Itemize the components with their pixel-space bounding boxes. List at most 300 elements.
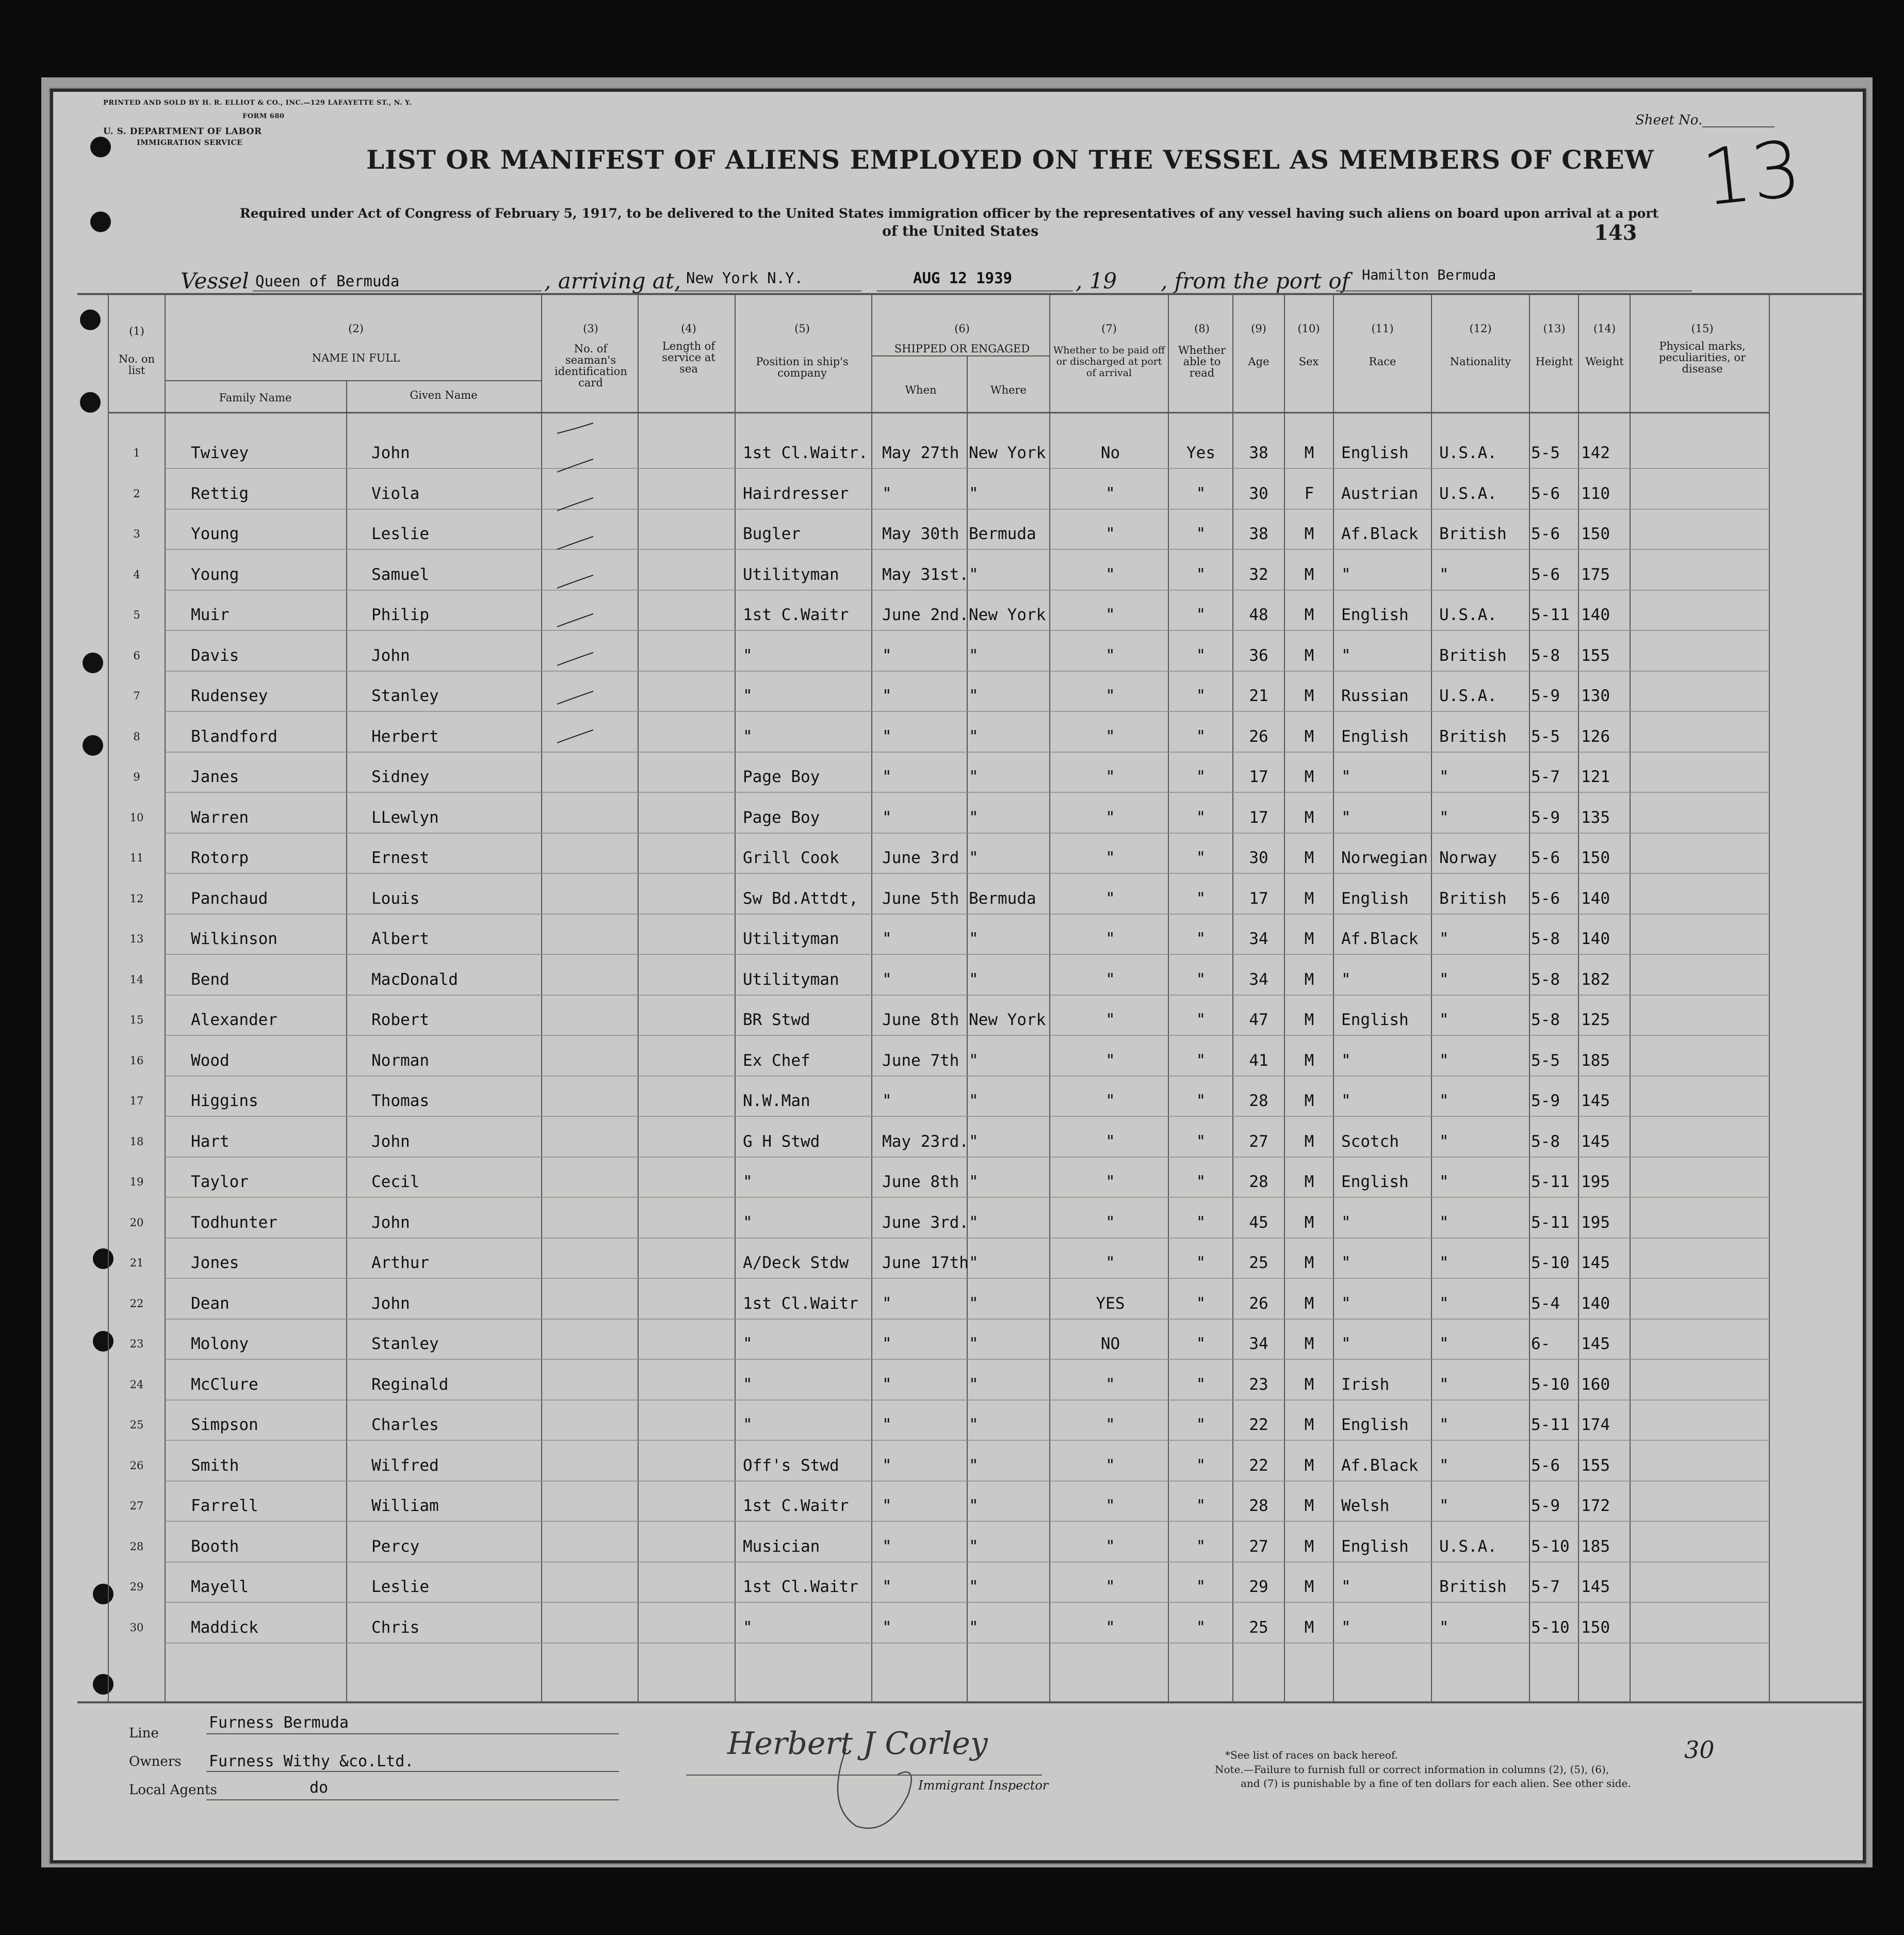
paid-off-cell: " bbox=[1105, 889, 1115, 908]
race-cell: English bbox=[1341, 606, 1409, 624]
nationality-cell: U.S.A. bbox=[1439, 1537, 1497, 1556]
weight-cell: 140 bbox=[1581, 606, 1610, 624]
subtitle-line-2: of the United States bbox=[882, 223, 1039, 239]
age-cell: 27 bbox=[1249, 1132, 1268, 1151]
given-name-cell: Chris bbox=[371, 1618, 420, 1637]
age-cell: 25 bbox=[1249, 1618, 1268, 1637]
nationality-cell: U.S.A. bbox=[1439, 484, 1497, 503]
height-cell: 5-10 bbox=[1531, 1375, 1570, 1394]
line-label: Line bbox=[129, 1726, 159, 1741]
row-number-cell: 15 bbox=[129, 1014, 144, 1026]
nationality-cell: U.S.A. bbox=[1439, 444, 1497, 462]
family-name-cell: Janes bbox=[191, 768, 239, 786]
arriving-port: New York N.Y. bbox=[686, 269, 803, 287]
nationality-cell: " bbox=[1439, 768, 1449, 786]
paid-off-cell: " bbox=[1105, 970, 1115, 989]
page-number: 143 bbox=[1594, 221, 1637, 245]
weight-cell: 150 bbox=[1581, 525, 1610, 543]
height-cell: 5-6 bbox=[1531, 849, 1560, 867]
row-number-cell: 19 bbox=[129, 1176, 144, 1188]
paid-off-cell: " bbox=[1105, 727, 1115, 746]
family-name-cell: Rudensey bbox=[191, 687, 268, 705]
col-14-label: Weight bbox=[1585, 355, 1624, 368]
form-number: FORM 680 bbox=[242, 112, 285, 120]
weight-cell: 145 bbox=[1581, 1092, 1610, 1110]
age-cell: 47 bbox=[1249, 1011, 1268, 1029]
shipped-when-cell: " bbox=[882, 768, 892, 786]
shipped-where-cell: " bbox=[969, 768, 979, 786]
col-6-label: SHIPPED OR ENGAGED bbox=[894, 343, 1030, 355]
given-name-cell: Stanley bbox=[371, 687, 439, 705]
sex-cell: M bbox=[1304, 970, 1314, 989]
family-name-cell: Todhunter bbox=[191, 1213, 278, 1232]
able-to-read-cell: " bbox=[1196, 889, 1206, 908]
shipped-where-cell: " bbox=[969, 849, 979, 867]
nationality-cell: " bbox=[1439, 1416, 1449, 1434]
given-name-cell: Leslie bbox=[371, 525, 429, 543]
col-9-label: Age bbox=[1248, 355, 1270, 368]
age-cell: 17 bbox=[1249, 768, 1268, 786]
age-cell: 30 bbox=[1249, 849, 1268, 867]
family-name-cell: Smith bbox=[191, 1456, 239, 1475]
height-cell: 5-8 bbox=[1531, 646, 1560, 665]
race-cell: English bbox=[1341, 889, 1409, 908]
row-number-cell: 27 bbox=[129, 1500, 144, 1512]
nationality-cell: British bbox=[1439, 1578, 1507, 1596]
shipped-when-cell: May 27th bbox=[882, 444, 959, 462]
shipped-where-cell: " bbox=[969, 565, 979, 584]
vessel-line bbox=[253, 290, 542, 291]
col-10-number: (10) bbox=[1297, 322, 1320, 335]
able-to-read-cell: " bbox=[1196, 1618, 1206, 1637]
col-3-number: (3) bbox=[583, 322, 598, 335]
row-number-cell: 4 bbox=[133, 568, 140, 581]
position-cell: N.W.Man bbox=[743, 1092, 810, 1110]
height-cell: 5-6 bbox=[1531, 1456, 1560, 1475]
row-number-cell: 18 bbox=[129, 1135, 144, 1148]
height-cell: 5-5 bbox=[1531, 1051, 1560, 1070]
col-1-label: No. on list bbox=[118, 353, 155, 377]
col-5-label: Position in ship's company bbox=[756, 355, 849, 379]
sex-cell: M bbox=[1304, 1497, 1314, 1515]
height-cell: 6- bbox=[1531, 1335, 1551, 1353]
row-number-cell: 12 bbox=[129, 892, 144, 905]
row-number-cell: 14 bbox=[129, 973, 144, 986]
shipped-where-cell: " bbox=[969, 646, 979, 665]
sex-cell: M bbox=[1304, 1011, 1314, 1029]
shipped-when-cell: June 3rd bbox=[882, 849, 959, 867]
race-cell: " bbox=[1341, 1213, 1351, 1232]
sex-cell: M bbox=[1304, 606, 1314, 624]
signature-rule bbox=[686, 1775, 1042, 1776]
age-cell: 32 bbox=[1249, 565, 1268, 584]
family-name-cell: Panchaud bbox=[191, 889, 268, 908]
row-number-cell: 5 bbox=[133, 609, 140, 621]
alien-count: 30 bbox=[1684, 1736, 1715, 1764]
row-number-cell: 26 bbox=[129, 1459, 144, 1472]
shipped-when-cell: June 3rd. bbox=[882, 1213, 969, 1232]
shipped-where-cell: " bbox=[969, 1294, 979, 1313]
owners-value: Furness Withy &co.Ltd. bbox=[209, 1752, 414, 1770]
shipped-where-cell: " bbox=[969, 808, 979, 827]
given-name-cell: John bbox=[371, 1132, 410, 1151]
age-cell: 41 bbox=[1249, 1051, 1268, 1070]
col-15-label: Physical marks, peculiarities, or disease bbox=[1658, 340, 1746, 375]
given-name-cell: Leslie bbox=[371, 1578, 429, 1596]
line-rule bbox=[206, 1733, 619, 1734]
shipped-when-cell: June 8th bbox=[882, 1173, 959, 1191]
given-name-cell: Louis bbox=[371, 889, 420, 908]
row-number-cell: 30 bbox=[129, 1621, 144, 1634]
age-cell: 21 bbox=[1249, 687, 1268, 705]
nationality-cell: U.S.A. bbox=[1439, 687, 1497, 705]
shipped-where-cell: " bbox=[969, 930, 979, 948]
paid-off-cell: " bbox=[1105, 1578, 1115, 1596]
shipped-where-cell: " bbox=[969, 1132, 979, 1151]
nationality-cell: " bbox=[1439, 930, 1449, 948]
race-cell: English bbox=[1341, 727, 1409, 746]
weight-cell: 140 bbox=[1581, 930, 1610, 948]
nationality-cell: " bbox=[1439, 1213, 1449, 1232]
from-port: Hamilton Bermuda bbox=[1362, 267, 1496, 283]
family-name-cell: Mayell bbox=[191, 1578, 249, 1596]
family-name-cell: Higgins bbox=[191, 1092, 258, 1110]
family-name-cell: Rotorp bbox=[191, 849, 249, 867]
shipped-where-cell: New York bbox=[969, 1011, 1046, 1029]
age-cell: 22 bbox=[1249, 1416, 1268, 1434]
position-cell: Sw Bd.Attdt, bbox=[743, 889, 858, 908]
paid-off-cell: " bbox=[1105, 525, 1115, 543]
race-cell: " bbox=[1341, 768, 1351, 786]
sex-cell: M bbox=[1304, 1537, 1314, 1556]
age-cell: 36 bbox=[1249, 646, 1268, 665]
paid-off-cell: " bbox=[1105, 687, 1115, 705]
paid-off-cell: " bbox=[1105, 1537, 1115, 1556]
race-cell: Irish bbox=[1341, 1375, 1390, 1394]
height-cell: 5-8 bbox=[1531, 1011, 1560, 1029]
race-cell: Af.Black bbox=[1341, 930, 1419, 948]
given-name-cell: MacDonald bbox=[371, 970, 458, 989]
nationality-cell: British bbox=[1439, 525, 1507, 543]
family-name-cell: Wood bbox=[191, 1051, 230, 1070]
position-cell: " bbox=[743, 687, 753, 705]
nationality-cell: British bbox=[1439, 889, 1507, 908]
given-name-cell: Stanley bbox=[371, 1335, 439, 1353]
col-8-number: (8) bbox=[1194, 322, 1210, 335]
weight-cell: 185 bbox=[1581, 1051, 1610, 1070]
height-cell: 5-11 bbox=[1531, 606, 1570, 624]
vessel-name: Queen of Bermuda bbox=[255, 272, 400, 290]
weight-cell: 175 bbox=[1581, 565, 1610, 584]
age-cell: 23 bbox=[1249, 1375, 1268, 1394]
shipped-when-cell: June 7th bbox=[882, 1051, 959, 1070]
able-to-read-cell: " bbox=[1196, 1254, 1206, 1272]
weight-cell: 140 bbox=[1581, 1294, 1610, 1313]
given-name-cell: Reginald bbox=[371, 1375, 449, 1394]
shipped-when-cell: June 17th bbox=[882, 1254, 969, 1272]
sex-cell: M bbox=[1304, 768, 1314, 786]
height-cell: 5-9 bbox=[1531, 687, 1560, 705]
paid-off-cell: " bbox=[1105, 1254, 1115, 1272]
family-name-header: Family Name bbox=[219, 392, 292, 404]
shipped-where-cell: " bbox=[969, 727, 979, 746]
row-number-cell: 8 bbox=[133, 730, 140, 743]
sex-cell: M bbox=[1304, 444, 1314, 462]
able-to-read-cell: " bbox=[1196, 768, 1206, 786]
note-races: *See list of races on back hereof. bbox=[1225, 1749, 1398, 1761]
age-cell: 28 bbox=[1249, 1497, 1268, 1515]
height-cell: 5-10 bbox=[1531, 1537, 1570, 1556]
weight-cell: 130 bbox=[1581, 687, 1610, 705]
shipped-when-cell: " bbox=[882, 1092, 892, 1110]
family-name-cell: Dean bbox=[191, 1294, 230, 1313]
when-header: When bbox=[905, 384, 937, 396]
age-cell: 28 bbox=[1249, 1173, 1268, 1191]
given-name-cell: Viola bbox=[371, 484, 420, 503]
sex-cell: F bbox=[1304, 484, 1314, 503]
sex-cell: M bbox=[1304, 1335, 1314, 1353]
given-name-cell: John bbox=[371, 1213, 410, 1232]
row-number-cell: 21 bbox=[129, 1257, 144, 1269]
row-number-cell: 20 bbox=[129, 1216, 144, 1229]
able-to-read-cell: " bbox=[1196, 606, 1206, 624]
col-2-label: NAME IN FULL bbox=[312, 352, 400, 364]
weight-cell: 145 bbox=[1581, 1132, 1610, 1151]
shipped-where-cell: " bbox=[969, 1497, 979, 1515]
arriving-label: , arriving at, bbox=[544, 268, 681, 294]
position-cell: " bbox=[743, 1173, 753, 1191]
race-cell: Russian bbox=[1341, 687, 1409, 705]
paid-off-cell: " bbox=[1105, 849, 1115, 867]
row-number-cell: 25 bbox=[129, 1419, 144, 1431]
age-cell: 38 bbox=[1249, 525, 1268, 543]
sex-cell: M bbox=[1304, 889, 1314, 908]
row-number-cell: 3 bbox=[133, 528, 140, 540]
able-to-read-cell: " bbox=[1196, 1051, 1206, 1070]
family-name-cell: Jones bbox=[191, 1254, 239, 1272]
shipped-where-cell: " bbox=[969, 970, 979, 989]
arrival-date: AUG 12 1939 bbox=[913, 269, 1013, 287]
weight-cell: 150 bbox=[1581, 849, 1610, 867]
weight-cell: 110 bbox=[1581, 484, 1610, 503]
able-to-read-cell: " bbox=[1196, 1497, 1206, 1515]
shipped-where-cell: " bbox=[969, 1618, 979, 1637]
height-cell: 5-9 bbox=[1531, 1092, 1560, 1110]
weight-cell: 150 bbox=[1581, 1618, 1610, 1637]
nationality-cell: " bbox=[1439, 1335, 1449, 1353]
paid-off-cell: NO bbox=[1100, 1335, 1120, 1353]
col-1-number: (1) bbox=[129, 325, 144, 337]
given-name-cell: Robert bbox=[371, 1011, 429, 1029]
family-name-cell: Rettig bbox=[191, 484, 249, 503]
given-name-cell: Cecil bbox=[371, 1173, 420, 1191]
paid-off-cell: " bbox=[1105, 808, 1115, 827]
given-name-cell: William bbox=[371, 1497, 439, 1515]
agents-value: do bbox=[310, 1779, 329, 1797]
position-cell: 1st Cl.Waitr. bbox=[743, 444, 868, 462]
position-cell: Page Boy bbox=[743, 768, 820, 786]
shipped-when-cell: " bbox=[882, 727, 892, 746]
weight-cell: 160 bbox=[1581, 1375, 1610, 1394]
paid-off-cell: " bbox=[1105, 606, 1115, 624]
height-cell: 5-9 bbox=[1531, 808, 1560, 827]
sex-cell: M bbox=[1304, 525, 1314, 543]
sex-cell: M bbox=[1304, 849, 1314, 867]
race-cell: " bbox=[1341, 808, 1351, 827]
nationality-cell: " bbox=[1439, 1375, 1449, 1394]
able-to-read-cell: " bbox=[1196, 1294, 1206, 1313]
age-cell: 30 bbox=[1249, 484, 1268, 503]
race-cell: " bbox=[1341, 1618, 1351, 1637]
col-4-label: Length of service at sea bbox=[662, 340, 715, 375]
note-penalty-1: Note.—Failure to furnish full or correct information in columns (2), (5), (6), bbox=[1215, 1763, 1609, 1776]
sex-cell: M bbox=[1304, 1416, 1314, 1434]
position-cell: Bugler bbox=[743, 525, 801, 543]
weight-cell: 172 bbox=[1581, 1497, 1610, 1515]
weight-cell: 121 bbox=[1581, 768, 1610, 786]
row-number-cell: 10 bbox=[129, 811, 144, 824]
shipped-where-cell: " bbox=[969, 1537, 979, 1556]
paid-off-cell: " bbox=[1105, 1011, 1115, 1029]
shipped-when-cell: " bbox=[882, 1294, 892, 1313]
able-to-read-cell: " bbox=[1196, 1092, 1206, 1110]
shipped-when-cell: " bbox=[882, 1416, 892, 1434]
shipped-when-cell: May 30th bbox=[882, 525, 959, 543]
nationality-cell: " bbox=[1439, 1294, 1449, 1313]
weight-cell: 125 bbox=[1581, 1011, 1610, 1029]
col-7-number: (7) bbox=[1101, 322, 1117, 335]
nationality-cell: " bbox=[1439, 1051, 1449, 1070]
able-to-read-cell: " bbox=[1196, 1416, 1206, 1434]
able-to-read-cell: Yes bbox=[1186, 444, 1215, 462]
given-name-cell: Albert bbox=[371, 930, 429, 948]
paid-off-cell: " bbox=[1105, 1497, 1115, 1515]
height-cell: 5-11 bbox=[1531, 1213, 1570, 1232]
race-cell: " bbox=[1341, 1092, 1351, 1110]
position-cell: A/Deck Stdw bbox=[743, 1254, 849, 1272]
shipped-when-cell: " bbox=[882, 970, 892, 989]
age-cell: 26 bbox=[1249, 727, 1268, 746]
shipped-when-cell: " bbox=[882, 646, 892, 665]
shipped-where-cell: " bbox=[969, 1456, 979, 1475]
height-cell: 5-5 bbox=[1531, 444, 1560, 462]
given-name-cell: Charles bbox=[371, 1416, 439, 1434]
nationality-cell: " bbox=[1439, 1092, 1449, 1110]
nationality-cell: " bbox=[1439, 1497, 1449, 1515]
weight-cell: 126 bbox=[1581, 727, 1610, 746]
height-cell: 5-4 bbox=[1531, 1294, 1560, 1313]
given-name-cell: LLewlyn bbox=[371, 808, 439, 827]
height-cell: 5-8 bbox=[1531, 1132, 1560, 1151]
family-name-cell: Bend bbox=[191, 970, 230, 989]
paid-off-cell: " bbox=[1105, 930, 1115, 948]
age-cell: 25 bbox=[1249, 1254, 1268, 1272]
row-number-cell: 29 bbox=[129, 1581, 144, 1593]
inspector-signature: Herbert J Corley bbox=[727, 1726, 988, 1762]
shipped-when-cell: May 23rd. bbox=[882, 1132, 969, 1151]
age-cell: 48 bbox=[1249, 606, 1268, 624]
race-cell: " bbox=[1341, 565, 1351, 584]
inspector-label: Immigrant Inspector bbox=[918, 1778, 1049, 1793]
family-name-cell: Hart bbox=[191, 1132, 230, 1151]
position-cell: Utilityman bbox=[743, 930, 839, 948]
family-name-cell: Taylor bbox=[191, 1173, 249, 1191]
race-cell: " bbox=[1341, 1254, 1351, 1272]
race-cell: Austrian bbox=[1341, 484, 1419, 503]
position-cell: " bbox=[743, 1335, 753, 1353]
able-to-read-cell: " bbox=[1196, 525, 1206, 543]
age-cell: 45 bbox=[1249, 1213, 1268, 1232]
height-cell: 5-6 bbox=[1531, 525, 1560, 543]
given-name-cell: Sidney bbox=[371, 768, 429, 786]
weight-cell: 182 bbox=[1581, 970, 1610, 989]
shipped-where-cell: " bbox=[969, 1173, 979, 1191]
position-cell: " bbox=[743, 727, 753, 746]
shipped-where-cell: " bbox=[969, 1051, 979, 1070]
family-name-cell: Simpson bbox=[191, 1416, 258, 1434]
given-name-cell: Norman bbox=[371, 1051, 429, 1070]
sex-cell: M bbox=[1304, 1578, 1314, 1596]
row-number-cell: 28 bbox=[129, 1540, 144, 1553]
given-name-cell: Philip bbox=[371, 606, 429, 624]
height-cell: 5-11 bbox=[1531, 1416, 1570, 1434]
family-name-cell: Muir bbox=[191, 606, 230, 624]
sex-cell: M bbox=[1304, 1618, 1314, 1637]
nationality-cell: " bbox=[1439, 1618, 1449, 1637]
height-cell: 5-8 bbox=[1531, 930, 1560, 948]
document-title: LIST OR MANIFEST OF ALIENS EMPLOYED ON THE VESSEL AS MEMBERS OF CREW bbox=[366, 144, 1654, 175]
sex-cell: M bbox=[1304, 1132, 1314, 1151]
vessel-label: Vessel bbox=[181, 268, 249, 294]
height-cell: 5-8 bbox=[1531, 970, 1560, 989]
col-15-number: (15) bbox=[1691, 322, 1714, 335]
able-to-read-cell: " bbox=[1196, 930, 1206, 948]
family-name-cell: Young bbox=[191, 565, 239, 584]
shipped-where-cell: " bbox=[969, 1578, 979, 1596]
sex-cell: M bbox=[1304, 1092, 1314, 1110]
nationality-cell: U.S.A. bbox=[1439, 606, 1497, 624]
age-cell: 22 bbox=[1249, 1456, 1268, 1475]
family-name-cell: Wilkinson bbox=[191, 930, 278, 948]
sex-cell: M bbox=[1304, 1213, 1314, 1232]
race-cell: " bbox=[1341, 646, 1351, 665]
owners-rule bbox=[206, 1771, 619, 1772]
col-2-number: (2) bbox=[348, 322, 364, 335]
race-cell: English bbox=[1341, 444, 1409, 462]
col-9-number: (9) bbox=[1251, 322, 1266, 335]
race-cell: English bbox=[1341, 1537, 1409, 1556]
paid-off-cell: No bbox=[1100, 444, 1120, 462]
given-name-cell: Arthur bbox=[371, 1254, 429, 1272]
race-cell: " bbox=[1341, 1335, 1351, 1353]
sex-cell: M bbox=[1304, 646, 1314, 665]
position-cell: Hairdresser bbox=[743, 484, 849, 503]
service: IMMIGRATION SERVICE bbox=[137, 139, 243, 147]
shipped-where-cell: New York bbox=[969, 606, 1046, 624]
height-cell: 5-6 bbox=[1531, 565, 1560, 584]
nationality-cell: " bbox=[1439, 808, 1449, 827]
family-name-cell: Davis bbox=[191, 646, 239, 665]
given-name-cell: John bbox=[371, 646, 410, 665]
col-6-number: (6) bbox=[954, 322, 970, 335]
height-cell: 5-10 bbox=[1531, 1618, 1570, 1637]
position-cell: 1st C.Waitr bbox=[743, 606, 849, 624]
shipped-where-cell: " bbox=[969, 1254, 979, 1272]
sheet-number: 13 bbox=[1698, 124, 1805, 224]
from-label: , from the port of bbox=[1161, 268, 1350, 294]
given-name-cell: Percy bbox=[371, 1537, 420, 1556]
race-cell: " bbox=[1341, 1294, 1351, 1313]
